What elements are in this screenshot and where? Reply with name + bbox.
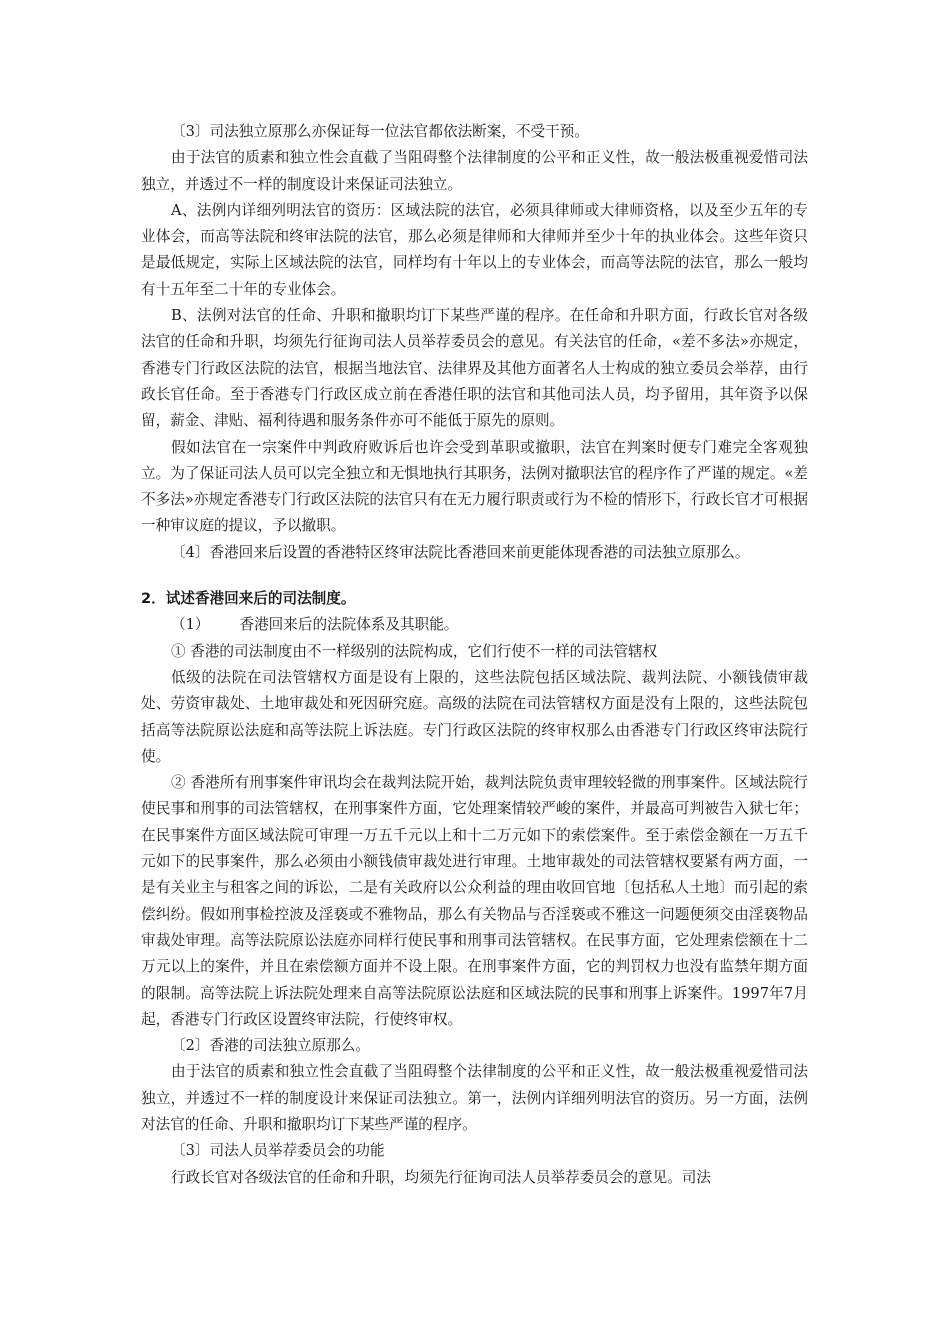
paragraph: ② 香港所有刑事案件审讯均会在裁判法院开始，裁判法院负责审理较轻微的刑事案件。区域法院行使民事和刑事的司法管辖权，在刑事案件方面，它处理案情较严峻的案件，并最高可判被告入狱七年；在民事案件方面区域法院可审理一万五千元以上和十二万元如下的索偿案件。至于索偿金额在一万五千元如下的民事案件，那么必须由小额钱债审裁处进行审理。土地审裁处的司法管辖权要紧有两方面，一是有关业主与租客之间的诉讼，二是有关政府以公众利益的理由收回官地〔包括私人土地〕而引起的索偿纠纷。假如刑事检控波及淫亵或不雅物品，那么有关物品与否淫亵或不雅这一问题便须交由淫亵物品审裁处审理。高等法院原讼法庭亦同样行使民事和刑事司法管辖权。在民事方面，它处理索偿额在十二万元以上的案件，并且在索偿额方面并不设上限。在刑事案件方面，它的判罚权力也没有监禁年期方面的限制。高等法院上诉法院处理来自高等法院原讼法庭和区域法院的民事和刑事上诉案件。1997年7月起，香港专门行政区设置终审法院，行使终审权。 bbox=[141, 774, 808, 1028]
paragraph: 〔4〕香港回来后设置的香港特区终审法院比香港回来前更能体现香港的司法独立原那么。 bbox=[171, 543, 750, 561]
paragraph: 低级的法院在司法管辖权方面是设有上限的，这些法院包括区域法院、裁判法院、小额钱债审裁处、劳资审裁处、土地审裁处和死因研究庭。高级的法院在司法管辖权方面是没有上限的，这些法院包括高等法院原讼法庭和高等法院上诉法庭。专门行政区法院的终审权那么由香港专门行政区终审法院行使。 bbox=[141, 668, 808, 765]
paragraph: 〔3〕司法独立原那么亦保证每一位法官都依法断案，不受干预。 bbox=[171, 123, 589, 140]
paragraph: B、法例对法官的任命、升职和撤职均订下某些严谨的程序。在任命和升职方面，行政长官对各级法官的任命和升职，均须先行征询司法人员举荐委员会的意见。有关法官的任命，«差不多法»亦规定，香港专门行政区法院的法官，根据当地法官、法律界及其他方面著名人士构成的独立委员会举荐，由行政长官任命。至于香港专门行政区成立前在香港任职的法官和其他司法人员，均予留用，其年资予以保留，薪金、津贴、福利待遇和服务条件亦可不能低于原先的原则。 bbox=[141, 307, 808, 430]
paragraph: 〔2〕香港的司法独立原那么。 bbox=[171, 1037, 371, 1055]
paragraph: 行政长官对各级法官的任命和升职，均须先行征询司法人员举荐委员会的意见。司法 bbox=[171, 1168, 711, 1186]
list-item-label: （1） bbox=[171, 616, 210, 634]
paragraph: 〔3〕司法人员举荐委员会的功能 bbox=[171, 1142, 385, 1160]
list-item bbox=[141, 612, 808, 638]
paragraph: A、法例内详细列明法官的资历：区域法院的法官，必须具律师或大律师资格，以及至少五年的专业体会，而高等法院和终审法院的法官，那么必须是律师和大律师并至少十年的执业体会。这些年资只是最低规定，实际上区域法院的法官，同样均有十年以上的专业体会，而高等法院的法官，那么一般均有十五年至二十年的专业体会。 bbox=[141, 201, 808, 298]
paragraph: 假如法官在一宗案件中判政府败诉后也许会受到革职或撤职，法官在判案时便专门难完全客观独立。为了保证司法人员可以完全独立和无惧地执行其职务，法例对撤职法官的程序作了严谨的规定。«差不多法»亦规定香港专门行政区法院的法官只有在无力履行职责或行为不检的情形下，行政长官才可根据一种审议庭的提议，予以撤职。 bbox=[141, 438, 808, 535]
paragraph: 由于法官的质素和独立性会直截了当阻碍整个法律制度的公平和正义性，故一般法极重视爱惜司法独立，并透过不一样的制度设计来保证司法独立。第一，法例内详细列明法官的资历。另一方面，法例对法官的任命、升职和撤职均订下某些严谨的程序。 bbox=[141, 1063, 808, 1133]
paragraph: 由于法官的质素和独立性会直截了当阻碍整个法律制度的公平和正义性，故一般法极重视爱惜司法独立，并透过不一样的制度设计来保证司法独立。 bbox=[141, 149, 808, 193]
section-heading: 2．试述香港回来后的司法制度。 bbox=[141, 590, 356, 608]
document-body bbox=[141, 119, 808, 1191]
paragraph: ① 香港的司法制度由不一样级别的法院构成，它们行使不一样的司法管辖权 bbox=[171, 642, 658, 660]
list-item-text: 香港回来后的法院体系及其职能。 bbox=[239, 616, 459, 634]
